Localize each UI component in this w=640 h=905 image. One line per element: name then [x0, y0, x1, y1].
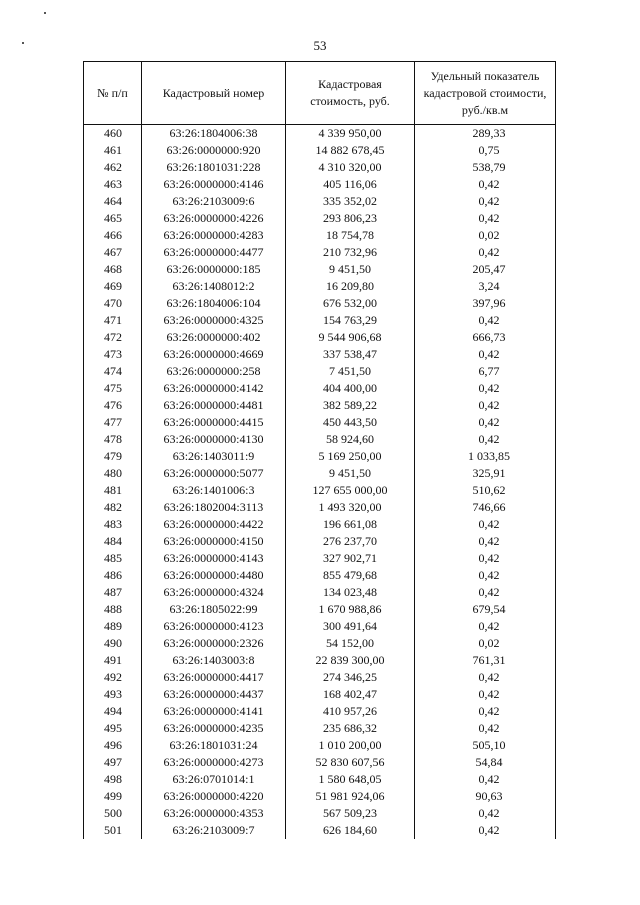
cadastral-number: 63:26:0000000:4220 [142, 788, 286, 805]
cadastral-number: 63:26:0000000:4415 [142, 414, 286, 431]
table-row [84, 278, 556, 295]
cadastral-number: 63:26:0000000:920 [142, 142, 286, 159]
table-row [84, 295, 556, 312]
table-row [84, 652, 556, 669]
cadastral-value: 450 443,50 [286, 414, 415, 431]
specific-value: 0,42 [415, 618, 556, 635]
specific-value: 505,10 [415, 737, 556, 754]
cadastral-value: 51 981 924,06 [286, 788, 415, 805]
table-row [84, 414, 556, 431]
cadastral-value: 5 169 250,00 [286, 448, 415, 465]
table-row [84, 329, 556, 346]
table-row [84, 159, 556, 176]
cadastral-number: 63:26:1408012:2 [142, 278, 286, 295]
cadastral-value: 235 686,32 [286, 720, 415, 737]
row-number: 498 [84, 771, 142, 788]
table-row [84, 125, 556, 143]
table-row [84, 227, 556, 244]
cadastral-number: 63:26:1804006:38 [142, 125, 286, 143]
cadastral-value: 52 830 607,56 [286, 754, 415, 771]
row-number: 494 [84, 703, 142, 720]
cadastral-number: 63:26:0000000:5077 [142, 465, 286, 482]
table-row [84, 142, 556, 159]
cadastral-number: 63:26:1401006:3 [142, 482, 286, 499]
specific-value: 0,42 [415, 176, 556, 193]
specific-value: 0,42 [415, 346, 556, 363]
cadastral-value: 4 339 950,00 [286, 125, 415, 143]
cadastral-number: 63:26:0000000:4324 [142, 584, 286, 601]
header-cadastral-number: Кадастровый номер [142, 62, 286, 125]
cadastral-number: 63:26:1804006:104 [142, 295, 286, 312]
table-row [84, 703, 556, 720]
cadastral-value: 9 544 906,68 [286, 329, 415, 346]
row-number: 464 [84, 193, 142, 210]
row-number: 474 [84, 363, 142, 380]
specific-value: 0,42 [415, 244, 556, 261]
cadastral-number: 63:26:0000000:4226 [142, 210, 286, 227]
specific-value: 0,42 [415, 822, 556, 839]
table-row [84, 465, 556, 482]
row-number: 486 [84, 567, 142, 584]
row-number: 497 [84, 754, 142, 771]
specific-value: 0,42 [415, 193, 556, 210]
specific-value: 6,77 [415, 363, 556, 380]
row-number: 493 [84, 686, 142, 703]
cadastral-number: 63:26:0000000:4273 [142, 754, 286, 771]
cadastral-value: 16 209,80 [286, 278, 415, 295]
table-row [84, 618, 556, 635]
table-row [84, 397, 556, 414]
table-row [84, 261, 556, 278]
row-number: 473 [84, 346, 142, 363]
table-row [84, 210, 556, 227]
specific-value: 0,02 [415, 635, 556, 652]
cadastral-number: 63:26:1801031:24 [142, 737, 286, 754]
row-number: 480 [84, 465, 142, 482]
cadastral-value: 676 532,00 [286, 295, 415, 312]
specific-value: 90,63 [415, 788, 556, 805]
cadastral-number: 63:26:0000000:4123 [142, 618, 286, 635]
table-row [84, 176, 556, 193]
row-number: 467 [84, 244, 142, 261]
cadastral-value: 293 806,23 [286, 210, 415, 227]
specific-value: 761,31 [415, 652, 556, 669]
cadastral-value: 14 882 678,45 [286, 142, 415, 159]
cadastral-value: 9 451,50 [286, 465, 415, 482]
header-cadastral-value: Кадастровая стоимость, руб. [286, 62, 415, 125]
cadastral-number: 63:26:1801031:228 [142, 159, 286, 176]
row-number: 501 [84, 822, 142, 839]
cadastral-value: 1 010 200,00 [286, 737, 415, 754]
specific-value: 0,42 [415, 210, 556, 227]
row-number: 484 [84, 533, 142, 550]
row-number: 483 [84, 516, 142, 533]
table-row [84, 533, 556, 550]
table-row [84, 567, 556, 584]
specific-value: 289,33 [415, 125, 556, 143]
cadastral-value: 382 589,22 [286, 397, 415, 414]
cadastral-value: 274 346,25 [286, 669, 415, 686]
cadastral-value: 210 732,96 [286, 244, 415, 261]
cadastral-number: 63:26:0000000:4353 [142, 805, 286, 822]
specific-value: 54,84 [415, 754, 556, 771]
cadastral-number: 63:26:1802004:3113 [142, 499, 286, 516]
table-row [84, 584, 556, 601]
row-number: 485 [84, 550, 142, 567]
row-number: 479 [84, 448, 142, 465]
cadastral-number: 63:26:0000000:4143 [142, 550, 286, 567]
row-number: 471 [84, 312, 142, 329]
cadastral-value: 410 957,26 [286, 703, 415, 720]
specific-value: 0,75 [415, 142, 556, 159]
cadastral-number: 63:26:0000000:4480 [142, 567, 286, 584]
cadastral-number: 63:26:0000000:4477 [142, 244, 286, 261]
table-row [84, 363, 556, 380]
cadastral-value: 58 924,60 [286, 431, 415, 448]
cadastral-value: 7 451,50 [286, 363, 415, 380]
specific-value: 679,54 [415, 601, 556, 618]
specific-value: 666,73 [415, 329, 556, 346]
specific-value: 0,42 [415, 431, 556, 448]
cadastral-value: 1 670 988,86 [286, 601, 415, 618]
cadastral-value: 196 661,08 [286, 516, 415, 533]
specific-value: 0,42 [415, 533, 556, 550]
row-number: 481 [84, 482, 142, 499]
row-number: 463 [84, 176, 142, 193]
cadastral-number: 63:26:1805022:99 [142, 601, 286, 618]
cadastral-number: 63:26:0000000:4481 [142, 397, 286, 414]
cadastral-value: 567 509,23 [286, 805, 415, 822]
table-row [84, 822, 556, 839]
cadastral-value: 127 655 000,00 [286, 482, 415, 499]
header-num: № п/п [84, 62, 142, 125]
cadastral-number: 63:26:0000000:4669 [142, 346, 286, 363]
specific-value: 0,42 [415, 720, 556, 737]
table-row [84, 499, 556, 516]
cadastral-value: 1 580 648,05 [286, 771, 415, 788]
table-row [84, 686, 556, 703]
table-row [84, 431, 556, 448]
specific-value: 0,42 [415, 771, 556, 788]
specific-value: 510,62 [415, 482, 556, 499]
cadastral-number: 63:26:1403011:9 [142, 448, 286, 465]
table-body [84, 125, 556, 840]
page-number: 53 [313, 38, 327, 53]
table-row [84, 193, 556, 210]
row-number: 465 [84, 210, 142, 227]
table-header [84, 62, 556, 125]
cadastral-value: 54 152,00 [286, 635, 415, 652]
row-number: 489 [84, 618, 142, 635]
cadastral-value: 4 310 320,00 [286, 159, 415, 176]
row-number: 472 [84, 329, 142, 346]
specific-value: 1 033,85 [415, 448, 556, 465]
table-row [84, 346, 556, 363]
table-row [84, 550, 556, 567]
table-row [84, 312, 556, 329]
table-row [84, 754, 556, 771]
cadastral-number: 63:26:0000000:4235 [142, 720, 286, 737]
cadastral-number: 63:26:2103009:7 [142, 822, 286, 839]
table-row [84, 720, 556, 737]
specific-value: 0,42 [415, 669, 556, 686]
specific-value: 0,42 [415, 686, 556, 703]
cadastral-number: 63:26:2103009:6 [142, 193, 286, 210]
row-number: 500 [84, 805, 142, 822]
cadastral-value: 1 493 320,00 [286, 499, 415, 516]
cadastral-value: 154 763,29 [286, 312, 415, 329]
specific-value: 0,42 [415, 312, 556, 329]
row-number: 477 [84, 414, 142, 431]
row-number: 466 [84, 227, 142, 244]
cadastral-number: 63:26:0000000:4437 [142, 686, 286, 703]
cadastral-number: 63:26:0000000:4417 [142, 669, 286, 686]
specific-value: 325,91 [415, 465, 556, 482]
row-number: 490 [84, 635, 142, 652]
row-number: 461 [84, 142, 142, 159]
cadastral-value: 276 237,70 [286, 533, 415, 550]
table-row [84, 669, 556, 686]
row-number: 495 [84, 720, 142, 737]
table-row [84, 448, 556, 465]
specific-value: 0,42 [415, 516, 556, 533]
row-number: 475 [84, 380, 142, 397]
cadastral-number: 63:26:0000000:258 [142, 363, 286, 380]
cadastral-number: 63:26:0701014:1 [142, 771, 286, 788]
cadastral-value: 337 538,47 [286, 346, 415, 363]
specific-value: 746,66 [415, 499, 556, 516]
specific-value: 0,42 [415, 380, 556, 397]
cadastral-value: 327 902,71 [286, 550, 415, 567]
row-number: 470 [84, 295, 142, 312]
table-row [84, 380, 556, 397]
row-number: 478 [84, 431, 142, 448]
cadastral-value-table [83, 61, 556, 839]
row-number: 460 [84, 125, 142, 143]
specific-value: 0,42 [415, 703, 556, 720]
specific-value: 0,02 [415, 227, 556, 244]
table-row [84, 771, 556, 788]
cadastral-value: 404 400,00 [286, 380, 415, 397]
cadastral-number: 63:26:0000000:185 [142, 261, 286, 278]
cadastral-value: 168 402,47 [286, 686, 415, 703]
cadastral-number: 63:26:0000000:4325 [142, 312, 286, 329]
row-number: 468 [84, 261, 142, 278]
cadastral-number: 63:26:0000000:4130 [142, 431, 286, 448]
specific-value: 397,96 [415, 295, 556, 312]
cadastral-value: 300 491,64 [286, 618, 415, 635]
table-row [84, 516, 556, 533]
cadastral-number: 63:26:0000000:4422 [142, 516, 286, 533]
table-row [84, 805, 556, 822]
row-number: 499 [84, 788, 142, 805]
cadastral-value: 335 352,02 [286, 193, 415, 210]
cadastral-number: 63:26:0000000:4146 [142, 176, 286, 193]
specific-value: 205,47 [415, 261, 556, 278]
cadastral-number: 63:26:0000000:2326 [142, 635, 286, 652]
table-row [84, 244, 556, 261]
cadastral-value: 22 839 300,00 [286, 652, 415, 669]
specific-value: 3,24 [415, 278, 556, 295]
specific-value: 0,42 [415, 414, 556, 431]
cadastral-number: 63:26:0000000:4283 [142, 227, 286, 244]
table-row [84, 482, 556, 499]
specific-value: 538,79 [415, 159, 556, 176]
table-row [84, 788, 556, 805]
cadastral-value: 18 754,78 [286, 227, 415, 244]
specific-value: 0,42 [415, 584, 556, 601]
specific-value: 0,42 [415, 397, 556, 414]
table-row [84, 601, 556, 618]
cadastral-number: 63:26:0000000:4150 [142, 533, 286, 550]
cadastral-value: 9 451,50 [286, 261, 415, 278]
table-row [84, 737, 556, 754]
cadastral-number: 63:26:0000000:4141 [142, 703, 286, 720]
cadastral-value: 134 023,48 [286, 584, 415, 601]
scan-speck [44, 12, 46, 14]
row-number: 476 [84, 397, 142, 414]
cadastral-value: 855 479,68 [286, 567, 415, 584]
header-specific-value: Удельный показатель кадастровой стоимости, руб./кв.м [415, 62, 556, 125]
table-row [84, 635, 556, 652]
row-number: 496 [84, 737, 142, 754]
row-number: 487 [84, 584, 142, 601]
row-number: 491 [84, 652, 142, 669]
row-number: 469 [84, 278, 142, 295]
cadastral-value: 405 116,06 [286, 176, 415, 193]
row-number: 482 [84, 499, 142, 516]
cadastral-number: 63:26:0000000:402 [142, 329, 286, 346]
row-number: 492 [84, 669, 142, 686]
specific-value: 0,42 [415, 567, 556, 584]
cadastral-number: 63:26:0000000:4142 [142, 380, 286, 397]
row-number: 488 [84, 601, 142, 618]
cadastral-number: 63:26:1403003:8 [142, 652, 286, 669]
specific-value: 0,42 [415, 805, 556, 822]
row-number: 462 [84, 159, 142, 176]
cadastral-value: 626 184,60 [286, 822, 415, 839]
specific-value: 0,42 [415, 550, 556, 567]
